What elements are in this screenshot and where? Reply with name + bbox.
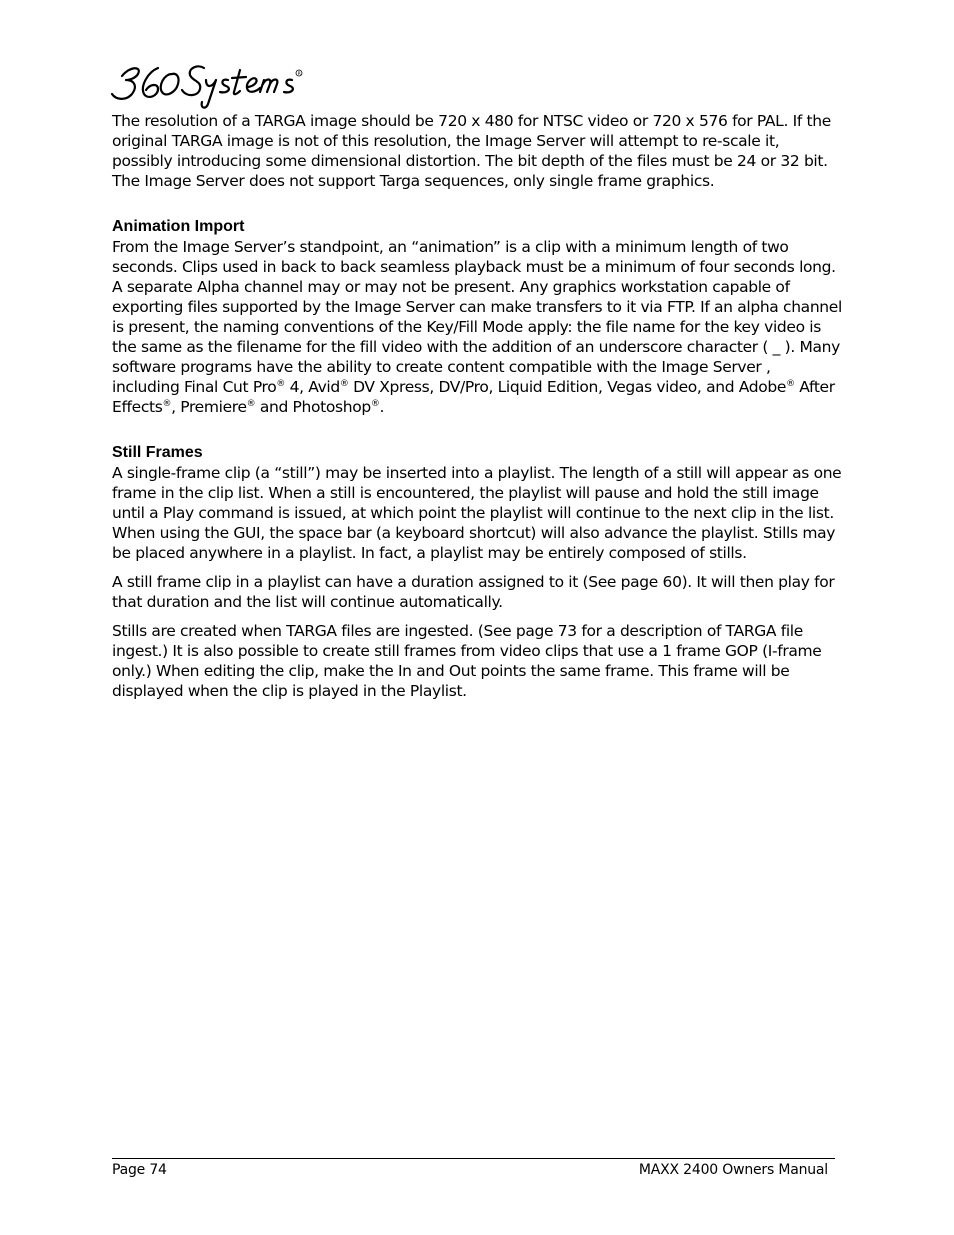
- still-frames-paragraph-3: Stills are created when TARGA files are ingested. (See page 73 for a description of TARGA file ingest.) It is also possible to create still frames from video clips that use a 1 frame GOP (I-frame only.) When editing the clip, make the In and Out points the same frame. This frame will be displayed when the clip is played in the Playlist.: [112, 622, 822, 700]
- registered-mark: ®: [162, 399, 172, 409]
- animation-text-part-4: After Effects: [112, 378, 835, 416]
- animation-text-part-6: and Photoshop: [255, 398, 371, 416]
- registered-mark: ®: [339, 379, 349, 389]
- company-logo: [108, 56, 308, 112]
- still-frames-paragraph-1: A single-frame clip (a “still”) may be inserted into a playlist. The length of a still will appear as one frame in the clip list. When a still is encountered, the playlist will pause and hold the still image until a Play command is issued, at which point the playlist will continue to the next clip in the list. When using the GUI, the space bar (a keyboard shortcut) will also advance the playlist. Stills may be placed anywhere in a playlist. In fact, a playlist may be entirely composed of stills.: [112, 464, 842, 562]
- footer-page-number: Page 74: [112, 1162, 167, 1178]
- animation-text-part-5: , Premiere: [171, 398, 247, 416]
- footer-manual-title: MAXX 2400 Owners Manual: [638, 1162, 828, 1178]
- animation-text-part-3: DV Xpress, DV/Pro, Liquid Edition, Vegas video, and Adobe: [348, 378, 787, 396]
- registered-mark: ®: [786, 379, 795, 389]
- animation-import-paragraph: [112, 237, 842, 417]
- 360-systems-logo-icon: [108, 56, 308, 112]
- registered-mark: ®: [246, 399, 256, 409]
- registered-mark: ®: [276, 379, 286, 389]
- animation-text-part-1: From the Image Server’s standpoint, an “animation” is a clip with a minimum length of two seconds. Clips used in back to back seamless playback must be a minimum of four seconds long. A separate Alpha channel may or may not be present. Any graphics workstation capable of exporting files supported by the Image Server can make transfers to it via FTP. If an alpha channel is present, the naming conventions of the Key/Fill Mode apply: the file name for the key video is the same as the filename for the fill video with the addition of an underscore character ( _ ). Many software programs have the ability to create content compatible with the Image Server , including Final Cut Pro: [112, 238, 842, 396]
- footer-divider: [112, 1158, 835, 1159]
- animation-import-heading: Animation Import: [112, 218, 245, 235]
- svg-text:R: R: [297, 71, 301, 77]
- intro-paragraph: The resolution of a TARGA image should be 720 x 480 for NTSC video or 720 x 576 for PAL. If the original TARGA image is not of this resolution, the Image Server will attempt to re-scale it, possibly introducing some dimensional distortion. The bit depth of the files must be 24 or 32 bit. The Image Server does not support Targa sequences, only single frame graphics.: [112, 112, 831, 190]
- page-content: [112, 111, 842, 701]
- animation-text-part-2: 4, Avid: [285, 378, 340, 396]
- registered-mark: ®: [370, 399, 380, 409]
- still-frames-paragraph-2: A still frame clip in a playlist can have a duration assigned to it (See page 60). It will then play for that duration and the list will continue automatically.: [112, 573, 835, 611]
- animation-text-end: .: [379, 398, 385, 416]
- still-frames-heading: Still Frames: [112, 444, 203, 461]
